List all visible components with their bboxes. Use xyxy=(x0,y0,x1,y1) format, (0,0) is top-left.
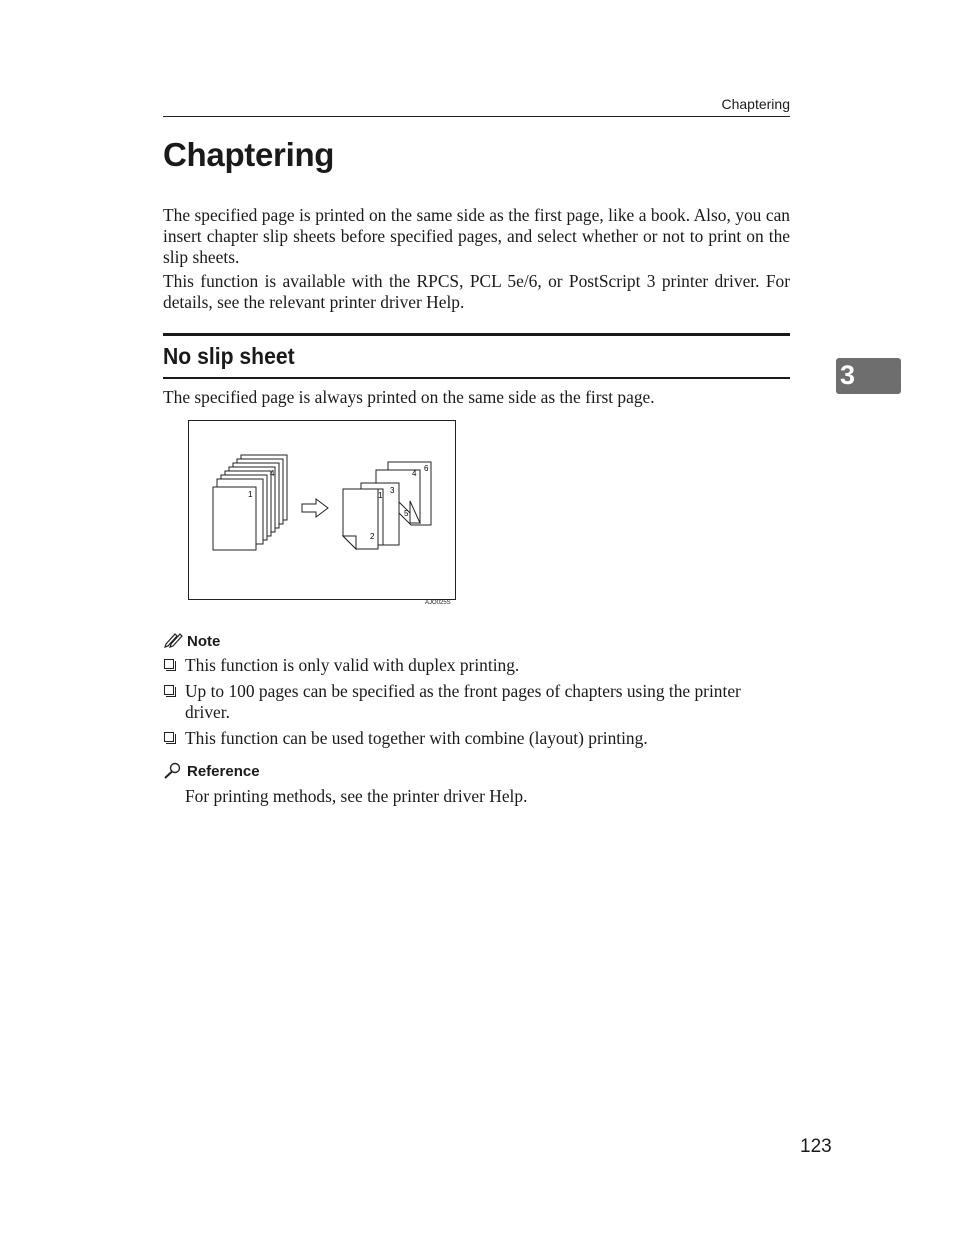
section-heading: No slip sheet xyxy=(163,343,295,369)
section-paragraph: The specified page is always printed on the same side as the first page. xyxy=(163,387,655,407)
right-stack-label-6: 2 xyxy=(370,532,375,541)
section-rule-bottom xyxy=(163,377,790,379)
note-item: This function can be used together with combine (layout) printing. xyxy=(163,728,790,749)
section-rule-top xyxy=(163,333,790,336)
right-stack-label-2: 4 xyxy=(412,469,417,478)
checkbox-icon xyxy=(164,685,174,695)
page-title: Chaptering xyxy=(163,136,335,173)
figure-illustration xyxy=(188,420,456,600)
right-stack-label-3: 3 xyxy=(390,486,395,495)
chapter-tab xyxy=(836,358,901,394)
checkbox-icon xyxy=(164,659,174,669)
left-stack-label-1: 4 xyxy=(270,469,275,478)
note-item: Up to 100 pages can be specified as the front pages of chapters using the printer driver. xyxy=(163,681,790,723)
intro-paragraph-2: This function is available with the RPCS, PCL 5e/6, or PostScript 3 printer driver. For details, see the relevant printer driver Help. xyxy=(163,271,790,312)
printing-figure xyxy=(188,420,456,600)
page-number: 123 xyxy=(800,1136,832,1157)
note-heading xyxy=(163,632,220,650)
right-stack-label-5: 1 xyxy=(378,491,383,500)
running-header xyxy=(163,96,790,117)
reference-heading xyxy=(163,762,260,780)
note-label: Note xyxy=(187,632,221,650)
left-stack-label-2: 1 xyxy=(248,490,253,499)
note-list xyxy=(163,655,790,754)
figure-code: AJO025S xyxy=(425,600,451,606)
checkbox-icon xyxy=(164,732,174,742)
chapter-number: 3 xyxy=(840,360,856,390)
magnifier-icon xyxy=(163,762,183,780)
reference-label: Reference xyxy=(187,762,260,780)
right-stack-label-4: 5 xyxy=(404,509,409,518)
right-stack-label-1: 6 xyxy=(424,464,429,473)
note-item: This function is only valid with duplex printing. xyxy=(163,655,790,676)
intro-paragraph-1: The specified page is printed on the same side as the first page, like a book. Also, you can insert chapter slip sheets before specified pages, and select whether or not to print on the slip sheets. xyxy=(163,205,790,267)
pencil-icon xyxy=(163,632,183,650)
reference-text: For printing methods, see the printer driver Help. xyxy=(185,786,528,806)
running-header-title: Chaptering xyxy=(721,96,790,112)
